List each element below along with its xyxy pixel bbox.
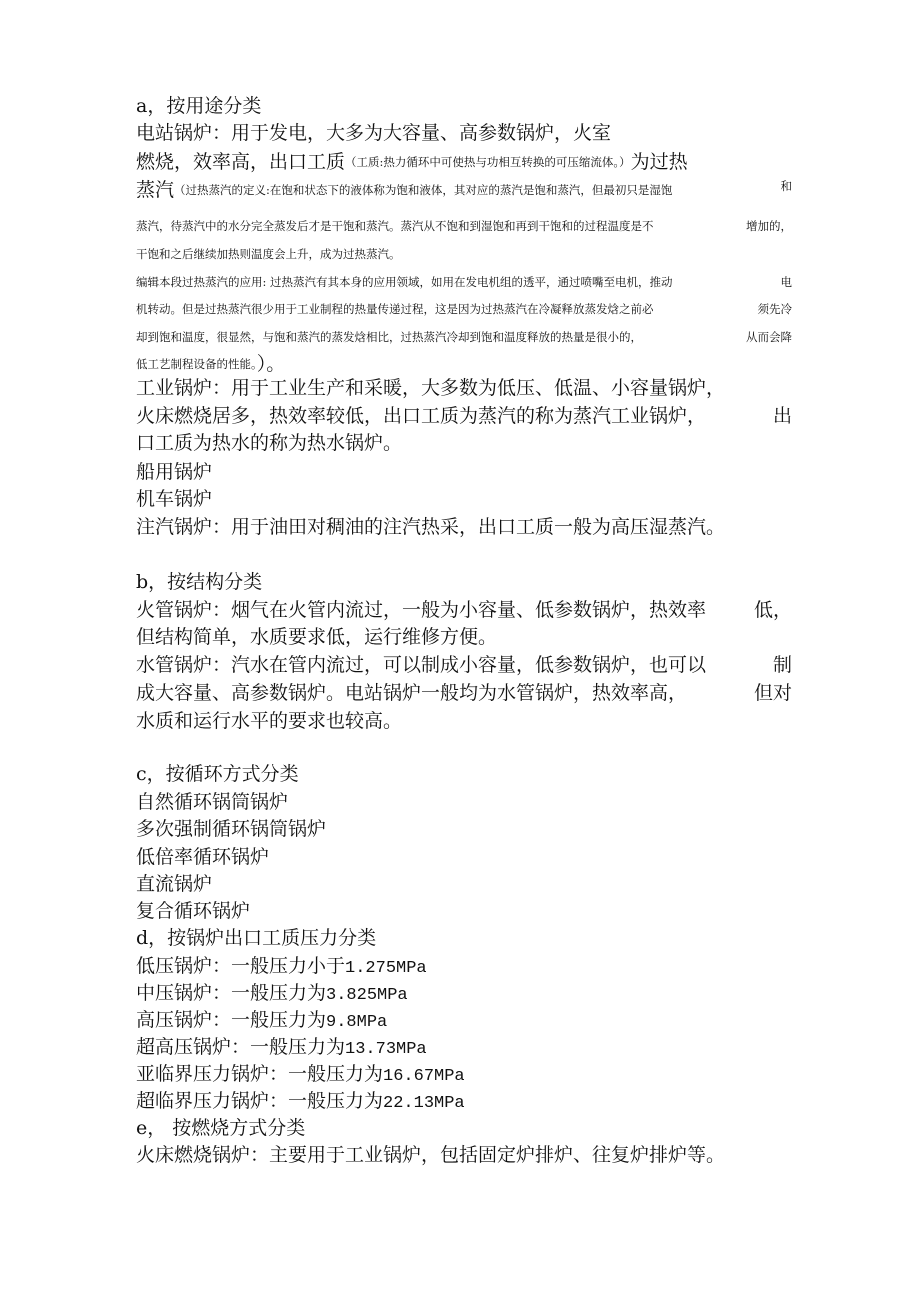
superheated-steam-line-3: 干饱和之后继续加热则温度会上升，成为过热蒸汽。 — [136, 247, 401, 261]
steam-word: 蒸汽 — [136, 179, 175, 201]
water-tube-line-1-text: 水管锅炉：汽水在管内流过，可以制成小容量，低参数锅炉，也可以 — [136, 654, 707, 676]
grate-firing-boiler: 火床燃烧锅炉：主要用于工业锅炉，包括固定炉排炉、往复炉排炉等。 — [136, 1144, 726, 1166]
industrial-line-2-text: 火床燃烧居多，热效率较低，出口工质为蒸汽的称为蒸汽工业锅炉， — [136, 405, 707, 427]
fire-tube-boiler-line-2: 但结构简单，水质要求低，运行维修方便。 — [136, 626, 498, 648]
pressure-value: 16.67MPa — [383, 1067, 465, 1086]
water-tube-line-2-tail: 但对 — [753, 682, 792, 704]
section-e-heading: e， 按燃烧方式分类 — [136, 1117, 306, 1139]
circulation-item: 低倍率循环锅炉 — [136, 846, 270, 868]
application-line-1-tail: 电 — [780, 275, 792, 289]
pressure-label: 超临界压力锅炉：一般压力为 — [136, 1090, 384, 1112]
superheated-steam-line-2 — [136, 216, 792, 236]
circulation-item: 自然循环锅筒锅炉 — [136, 791, 289, 813]
application-line-4-tail: ）。 — [256, 353, 286, 375]
industrial-boiler-line-3: 口工质为热水的称为热水锅炉。 — [136, 432, 403, 454]
circulation-item: 复合循环锅炉 — [136, 900, 251, 922]
water-tube-line-2-text: 成大容量、高参数锅炉。电站锅炉一般均为水管锅炉，热效率高， — [136, 682, 688, 704]
section-b-heading: b，按结构分类 — [136, 571, 263, 593]
pressure-label: 中压锅炉：一般压力为 — [136, 982, 327, 1004]
water-tube-boiler-line-2 — [136, 681, 792, 705]
application-line-3-tail: 从而会降 — [746, 330, 792, 344]
application-line-2-tail: 须先冷 — [757, 302, 792, 316]
pressure-item — [136, 1062, 465, 1089]
marine-boiler: 船用锅炉 — [136, 461, 213, 483]
application-line-1-text: 编辑本段过热蒸汽的应用: 过热蒸汽有其本身的应用领域，如用在发电机组的透平，通过喷嘴至电机，推动 — [136, 275, 673, 289]
water-tube-boiler-line-1 — [136, 653, 792, 677]
circulation-item: 直流锅炉 — [136, 873, 213, 895]
application-line-4 — [136, 352, 285, 376]
fire-tube-boiler-line-1 — [136, 598, 792, 622]
section-c-heading: c，按循环方式分类 — [136, 763, 299, 785]
fire-tube-line-1-tail: 低， — [753, 599, 792, 621]
power-station-boiler-line-1: 电站锅炉：用于发电，大多为大容量、高参数锅炉，火室 — [136, 122, 612, 144]
pressure-item — [136, 1035, 427, 1062]
superheated-definition-note: （过热蒸汽的定义:在饱和状态下的液体称为饱和液体，其对应的蒸汽是饱和蒸汽，但最初只是湿饱 — [174, 183, 673, 197]
pressure-value: 3.825MPa — [326, 986, 408, 1005]
superheated-line-2-text: 蒸汽，待蒸汽中的水分完全蒸发后才是干饱和蒸汽。蒸汽从不饱和到湿饱和再到干饱和的过程温度是不 — [136, 219, 654, 233]
pressure-value: 1.275MPa — [345, 959, 427, 978]
pressure-value: 22.13MPa — [383, 1094, 465, 1113]
application-line-2 — [136, 299, 792, 319]
working-medium-note: （工质:热力循环中可使热与功相互转换的可压缩流体。） — [345, 155, 631, 169]
pressure-value: 13.73MPa — [345, 1040, 427, 1059]
application-line-2-text: 机转动。但是过热蒸汽很少用于工业制程的热量传递过程，这是因为过热蒸汽在冷凝释放蒸发焓之前必 — [136, 302, 654, 316]
superheated-steam-line-1 — [136, 178, 792, 202]
power-station-boiler-line-2 — [136, 150, 688, 174]
locomotive-boiler: 机车锅炉 — [136, 488, 213, 510]
steam-injection-boiler: 注汽锅炉：用于油田对稠油的注汽热采，出口工质一般为高压湿蒸汽。 — [136, 516, 726, 538]
pressure-item — [136, 1008, 387, 1035]
water-tube-line-1-tail: 制 — [772, 654, 792, 676]
industrial-boiler-line-1: 工业锅炉：用于工业生产和采暖，大多数为低压、低温、小容量锅炉， — [136, 377, 726, 399]
pressure-item — [136, 981, 408, 1008]
application-line-3-text: 却到饱和温度，很显然，与饱和蒸汽的蒸发焓相比，过热蒸汽冷却到饱和温度释放的热量是很小的， — [136, 330, 642, 344]
pressure-label: 超高压锅炉：一般压力为 — [136, 1036, 346, 1058]
industrial-boiler-line-2 — [136, 404, 792, 428]
application-line-1 — [136, 272, 792, 292]
pressure-item — [136, 1089, 465, 1116]
superheated-definition-tail: 和 — [780, 179, 792, 193]
application-line-4-text: 低工艺制程设备的性能。 — [136, 357, 257, 371]
pressure-item — [136, 954, 427, 981]
fire-tube-line-1-text: 火管锅炉：烟气在火管内流过，一般为小容量、低参数锅炉，热效率 — [136, 599, 707, 621]
pressure-label: 低压锅炉：一般压力小于 — [136, 955, 346, 977]
section-a-heading: a，按用途分类 — [136, 95, 262, 117]
power-station-tail: 为过热 — [630, 151, 688, 173]
superheated-line-2-tail: 增加的， — [746, 219, 792, 233]
industrial-line-2-tail: 出 — [772, 405, 792, 427]
power-station-text: 燃烧，效率高，出口工质 — [136, 151, 346, 173]
application-line-3 — [136, 327, 792, 347]
pressure-label: 亚临界压力锅炉：一般压力为 — [136, 1063, 384, 1085]
circulation-item: 多次强制循环锅筒锅炉 — [136, 818, 327, 840]
pressure-label: 高压锅炉：一般压力为 — [136, 1009, 327, 1031]
pressure-value: 9.8MPa — [326, 1013, 388, 1032]
water-tube-boiler-line-3: 水质和运行水平的要求也较高。 — [136, 710, 403, 732]
section-d-heading: d，按锅炉出口工质压力分类 — [136, 927, 377, 949]
